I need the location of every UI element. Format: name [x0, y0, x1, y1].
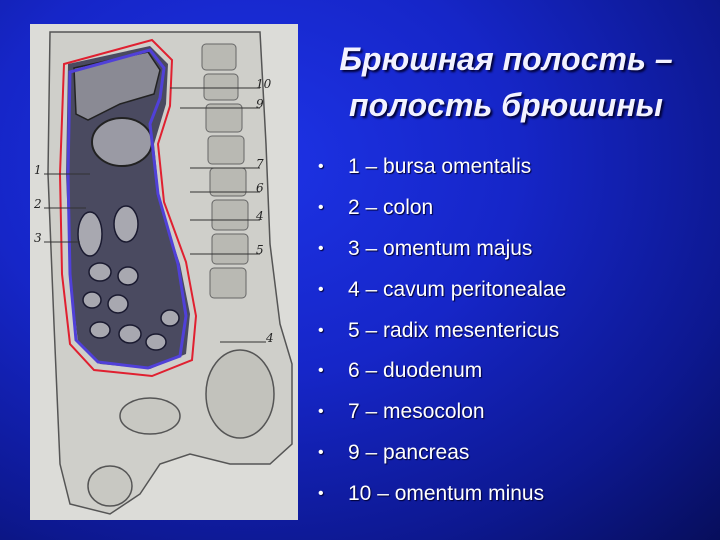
- bullet-icon: •: [318, 485, 324, 503]
- bullet-icon: •: [318, 321, 324, 339]
- list-item-text: 7 – mesocolon: [348, 400, 485, 424]
- pelvic-organ: [88, 466, 132, 506]
- figure-label-right: 6: [256, 181, 264, 195]
- list-item: [318, 193, 566, 234]
- anatomy-illustration: [30, 24, 298, 520]
- figure-label-right: 5: [256, 243, 264, 257]
- figure-label-right: 4: [256, 209, 264, 223]
- figure-label-right: 7: [256, 157, 264, 171]
- figure-label-left: 1: [34, 163, 42, 177]
- list-item: [318, 234, 566, 275]
- bullet-icon: •: [318, 198, 324, 216]
- list-item-text: 5 – radix mesentericus: [348, 318, 560, 342]
- figure-label-left: 3: [34, 231, 42, 245]
- list-item-text: 1 – bursa omentalis: [348, 155, 532, 178]
- slide-title: [306, 36, 706, 128]
- list-item-text: 4 – cavum peritonealae: [348, 277, 567, 301]
- list-item: [318, 275, 566, 316]
- stomach: [92, 118, 152, 166]
- list-item-text: 2 – colon: [348, 195, 434, 219]
- list-item-text: 10 – omentum minus: [348, 482, 545, 506]
- list-item: [318, 152, 566, 193]
- bladder: [120, 398, 180, 434]
- anatomy-figure: [30, 24, 298, 520]
- bullet-icon: •: [318, 444, 324, 462]
- list-item-text: 3 – omentum majus: [348, 236, 533, 260]
- legend-list: [318, 152, 566, 520]
- list-item: [318, 356, 566, 397]
- bullet-icon: •: [318, 362, 324, 380]
- list-item: [318, 397, 566, 438]
- figure-label-right: 4: [266, 331, 274, 345]
- bullet-icon: •: [318, 403, 324, 421]
- list-item: [318, 479, 566, 520]
- figure-label-right: 9: [256, 97, 264, 111]
- bullet-icon: •: [318, 239, 324, 257]
- title-line-1: Брюшная полость –: [339, 41, 673, 77]
- list-item: [318, 438, 566, 479]
- figure-label-right: 10: [256, 77, 272, 91]
- list-item-text: 6 – duodenum: [348, 359, 483, 383]
- figure-label-left: 2: [34, 197, 42, 211]
- list-item: [318, 316, 566, 357]
- sacrum: [206, 350, 274, 438]
- bullet-icon: •: [318, 280, 324, 298]
- bullet-icon: •: [318, 158, 324, 175]
- list-item-text: 9 – pancreas: [348, 441, 470, 465]
- title-line-2: полость брюшины: [349, 87, 663, 123]
